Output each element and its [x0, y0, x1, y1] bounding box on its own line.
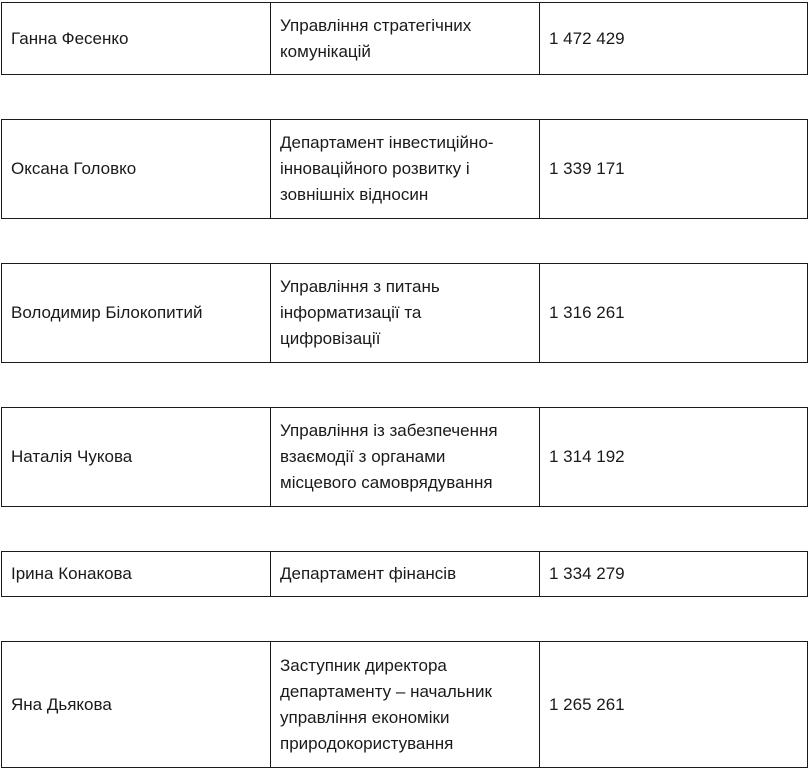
- table-row: [1, 2, 808, 75]
- department-name: Управління із забезпечення взаємодії з органами місцевого самоврядування: [271, 408, 540, 506]
- table-row: [1, 551, 808, 597]
- employee-name: Наталія Чукова: [2, 408, 271, 506]
- department-name: Заступник директора департаменту – начальник управління економіки природокористування: [271, 642, 540, 767]
- amount-value: 1 472 429: [549, 28, 625, 48]
- employee-name: Яна Дьякова: [2, 642, 271, 767]
- table-row: [1, 641, 808, 768]
- employee-name: Оксана Головко: [2, 120, 271, 218]
- amount-value: 1 339 171: [549, 159, 625, 178]
- amount-value: 1 316 261: [549, 303, 625, 322]
- amount-value: 1 334 279: [549, 564, 625, 583]
- table-row: [1, 263, 808, 363]
- department-name: Департамент інвестиційно- інноваційного розвитку і зовнішніх відносин: [271, 120, 540, 218]
- employee-name: Володимир Білокопитий: [2, 264, 271, 362]
- department-name: Управління з питань інформатизації та цифровізації: [271, 264, 540, 362]
- amount-value: 1 265 261: [549, 694, 625, 714]
- employee-name: Ірина Конакова: [2, 552, 271, 596]
- employee-name: Ганна Фесенко: [2, 3, 271, 74]
- table-row: [1, 119, 808, 219]
- department-name: Управління стратегічних комунікацій: [271, 3, 540, 74]
- table-row: [1, 407, 808, 507]
- department-name: Департамент фінансів: [271, 552, 540, 596]
- amount-value: 1 314 192: [549, 447, 625, 466]
